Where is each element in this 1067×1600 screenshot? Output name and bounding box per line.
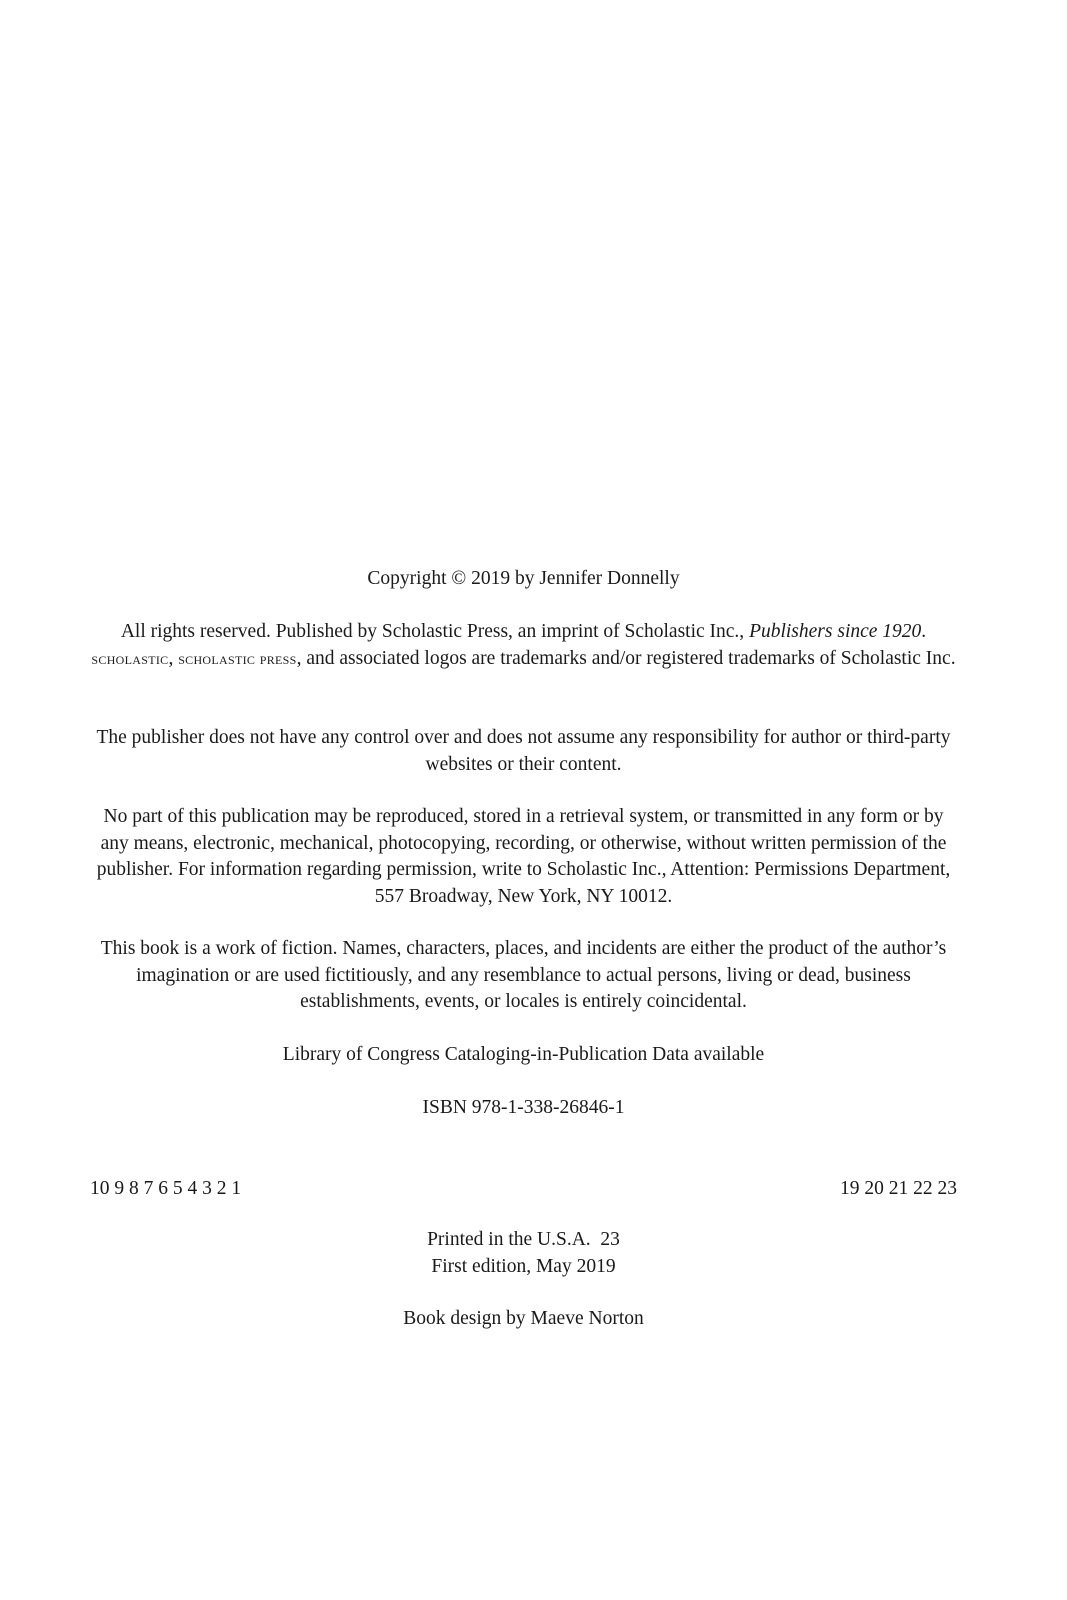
- rights-text-3: , and associated logos are trademarks and/or registered trademarks of Scholastic Inc.: [296, 647, 956, 669]
- trademark-scholastic-press: scholastic press: [178, 648, 297, 668]
- rights-paragraph: [90, 619, 957, 672]
- edition-line: First edition, May 2019: [431, 1255, 616, 1277]
- reproduction-notice: No part of this publication may be reproduced, stored in a retrieval system, or transmitted in any form or by any means, electronic, mechanical, photocopying, recording, or otherwise, without written permission of the publisher. For information regarding permission, write to Scholastic Inc., Attention: Permissions Department, 557 Broadway, New York, NY 10012.: [96, 806, 951, 907]
- isbn-line: ISBN 978-1-338-26846-1: [422, 1097, 625, 1118]
- trademark-scholastic: scholastic: [91, 648, 169, 668]
- fiction-notice: This book is a work of fiction. Names, characters, places, and incidents are either the product of the author’s imagination or are used fictitiously, and any resemblance to actual persons, living or dead, business establishments, events, or locales is entirely coincidental.: [100, 938, 947, 1012]
- control-notice: The publisher does not have any control over and does not assume any responsibility for author or third-party websites or their content.: [96, 727, 951, 775]
- rights-comma: ,: [168, 647, 179, 669]
- design-credit: Book design by Maeve Norton: [403, 1308, 644, 1329]
- printed-in-line: Printed in the U.S.A. 23: [427, 1229, 620, 1250]
- printing-row: [90, 1176, 957, 1202]
- cip-line: Library of Congress Cataloging-in-Publication Data available: [282, 1044, 765, 1065]
- printing-number-line: 10 9 8 7 6 5 4 3 2 1: [90, 1178, 242, 1199]
- printing-year-line: 19 20 21 22 23: [840, 1178, 957, 1199]
- copyright-line: Copyright © 2019 by Jennifer Donnelly: [367, 568, 680, 589]
- rights-text-2: .: [921, 621, 927, 642]
- printing-info: [90, 1227, 957, 1280]
- rights-text-1: All rights reserved. Published by Scholastic Press, an imprint of Scholastic Inc.,: [120, 621, 750, 642]
- publishers-since-text: Publishers since 1920: [749, 621, 922, 642]
